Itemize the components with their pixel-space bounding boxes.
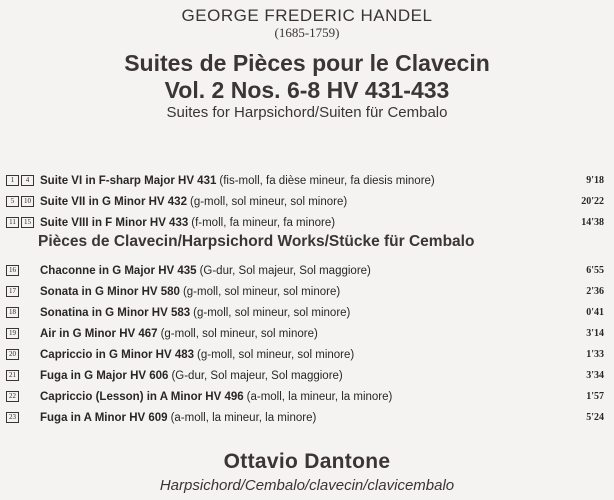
track-row <box>6 170 606 191</box>
track-title: Sonata in G Minor HV 580 <box>40 285 180 298</box>
track-numbers <box>6 265 40 276</box>
track-title: Fuga in G Major HV 606 <box>40 369 169 382</box>
track-title: Chaconne in G Major HV 435 <box>40 264 197 277</box>
track-number: 17 <box>6 286 19 297</box>
track-numbers <box>6 307 40 318</box>
track-row <box>6 344 606 365</box>
track-number-start: 1 <box>6 175 19 186</box>
track-numbers <box>6 328 40 339</box>
track-number-start: 5 <box>6 196 19 207</box>
track-numbers <box>6 349 40 360</box>
track-title: Sonatina in G Minor HV 583 <box>40 306 191 319</box>
track-number: 23 <box>6 412 19 423</box>
track-row <box>6 407 606 428</box>
composer-name: GEORGE FREDERIC HANDEL <box>181 6 433 25</box>
track-row <box>6 281 606 302</box>
pieces-list <box>6 260 606 428</box>
track-title: Suite VI in F-sharp Major HV 431 <box>40 174 217 187</box>
track-title: Fuga in A Minor HV 609 <box>40 411 168 424</box>
track-key-description: (g-moll, sol mineur, sol minore) <box>182 285 341 298</box>
track-number: 19 <box>6 328 19 339</box>
track-title: Air in G Minor HV 467 <box>40 327 158 340</box>
track-row <box>6 365 606 386</box>
track-key-description: (f-moll, fa mineur, fa minore) <box>191 216 336 229</box>
track-numbers <box>6 391 40 402</box>
track-title: Capriccio (Lesson) in A Minor HV 496 <box>40 390 244 403</box>
track-duration: 1'33 <box>586 349 604 360</box>
track-number: 20 <box>6 349 19 360</box>
performer-instruments: Harpsichord/Cembalo/clavecin/clavicembalo <box>159 477 455 494</box>
track-number-end: 15 <box>21 217 34 228</box>
track-numbers <box>6 412 40 423</box>
track-duration: 2'36 <box>586 286 604 297</box>
album-title: Suites de Pièces pour le Clavecin <box>124 50 490 76</box>
track-title: Suite VII in G Minor HV 432 <box>40 195 187 208</box>
track-number: 18 <box>6 307 19 318</box>
track-duration: 9'18 <box>586 175 604 186</box>
track-title: Capriccio in G Minor HV 483 <box>40 348 195 361</box>
track-key-description: (a-moll, la mineur, la minore) <box>170 411 317 424</box>
track-numbers <box>6 370 40 381</box>
track-number: 22 <box>6 391 19 402</box>
track-duration: 5'24 <box>586 412 604 423</box>
track-row <box>6 386 606 407</box>
track-numbers <box>6 175 40 186</box>
track-number-end: 4 <box>21 175 34 186</box>
track-key-description: (a-moll, la mineur, la minore) <box>246 390 393 403</box>
track-duration: 1'57 <box>586 391 604 402</box>
track-key-description: (G-dur, Sol majeur, Sol maggiore) <box>171 369 343 382</box>
track-number-start: 11 <box>6 217 19 228</box>
album-subtitle: Suites for Harpsichord/Suiten für Cembalo <box>166 104 448 121</box>
track-key-description: (g-moll, sol mineur, sol minore) <box>160 327 318 340</box>
suites-list <box>6 170 606 233</box>
track-duration: 20'22 <box>581 196 604 207</box>
pieces-heading: Pièces de Clavecin/Harpsichord Works/Stücke für Cembalo <box>38 233 475 250</box>
track-number-end: 10 <box>21 196 34 207</box>
track-duration: 0'41 <box>586 307 604 318</box>
track-key-description: (fis-moll, fa dièse mineur, fa diesis minore) <box>219 174 435 187</box>
track-duration: 3'14 <box>586 328 604 339</box>
track-numbers <box>6 196 40 207</box>
track-key-description: (G-dur, Sol majeur, Sol maggiore) <box>199 264 371 277</box>
track-number: 21 <box>6 370 19 381</box>
track-duration: 3'34 <box>586 370 604 381</box>
performer-name: Ottavio Dantone <box>223 450 391 473</box>
composer-dates: (1685-1759) <box>274 25 340 40</box>
track-row <box>6 212 606 233</box>
track-duration: 14'38 <box>581 217 604 228</box>
track-row <box>6 191 606 212</box>
track-row <box>6 302 606 323</box>
track-numbers <box>6 217 40 228</box>
track-key-description: (g-moll, sol mineur, sol minore) <box>189 195 348 208</box>
track-row <box>6 323 606 344</box>
volume-title: Vol. 2 Nos. 6-8 HV 431-433 <box>164 77 450 103</box>
track-number: 16 <box>6 265 19 276</box>
track-key-description: (g-moll, sol mineur, sol minore) <box>193 306 351 319</box>
track-row <box>6 260 606 281</box>
track-title: Suite VIII in F Minor HV 433 <box>40 216 189 229</box>
track-key-description: (g-moll, sol mineur, sol minore) <box>197 348 355 361</box>
track-numbers <box>6 286 40 297</box>
track-duration: 6'55 <box>586 265 604 276</box>
